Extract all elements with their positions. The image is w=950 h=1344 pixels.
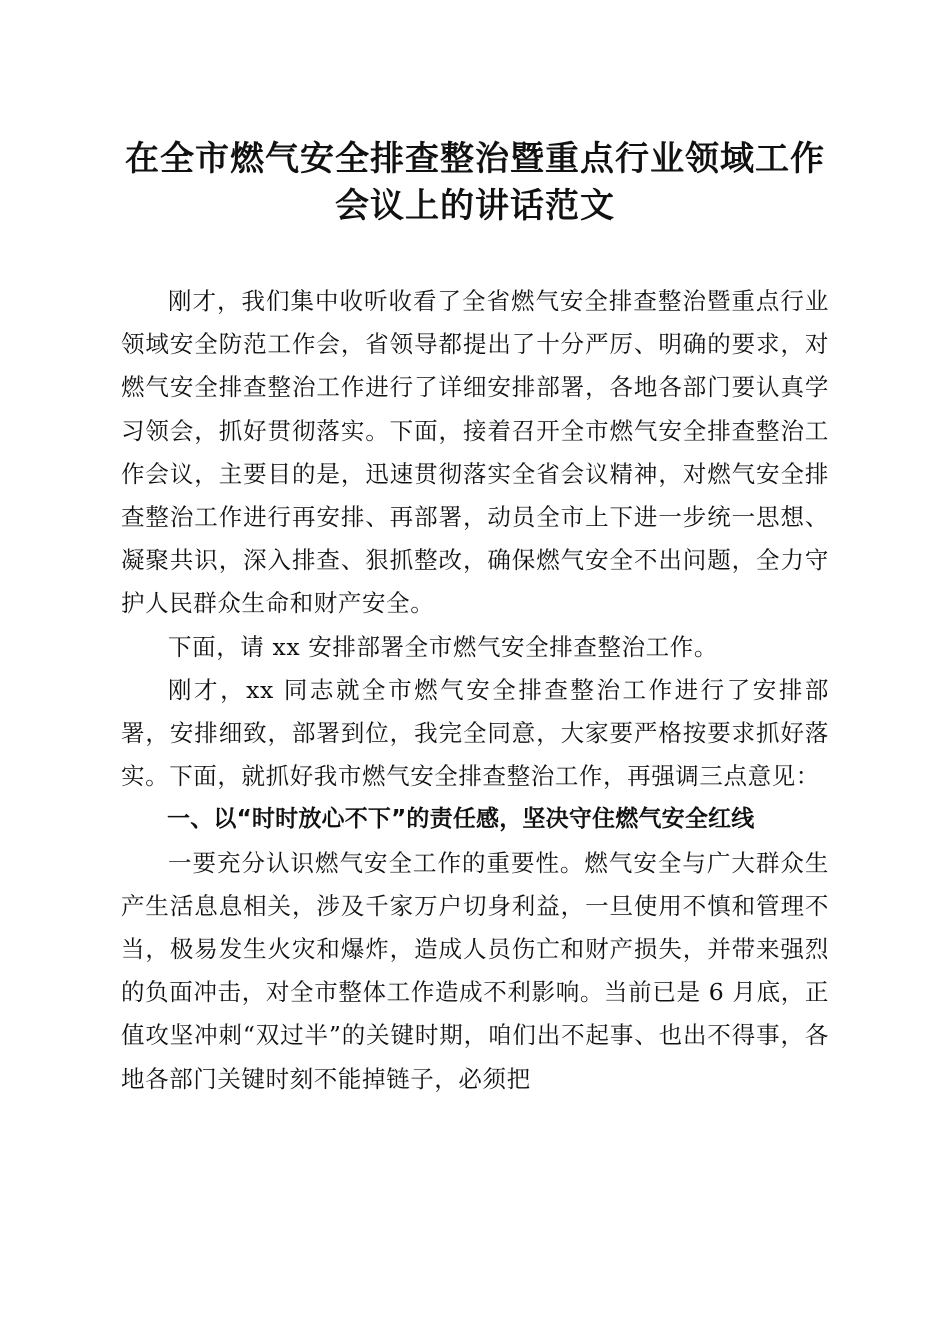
- paragraph-arrangement: 下面，请 xx 安排部署全市燃气安全排查整治工作。: [168, 632, 718, 661]
- section-1-heading: 一、以“时时放心不下”的责任感，坚决守住燃气安全红线: [167, 806, 755, 833]
- title-line-1: 在全市燃气安全排查整治暨重点行业领域工作: [125, 139, 825, 179]
- document-body: [121, 280, 829, 1101]
- section-1-paragraph: 一要充分认识燃气安全工作的重要性。燃气安全与广大群众生产生活息息相关，涉及千家万户切身利益，一旦使用不慎和管理不当，极易发生火灾和爆炸，造成人员伤亡和财产损失，并带来强烈的负面冲击，对全市整体工作造成不利影响。当前已是 6 月底，正值攻坚冲刺“双过半”的关键时期，咱们出不起事、也出不得事，各地各部门关键时刻不能掉链子，必须把: [121, 848, 829, 1093]
- document-title: [100, 136, 850, 230]
- paragraph-opinions-intro: 刚才，xx 同志就全市燃气安全排查整治工作进行了安排部署，安排细致，部署到位，我完全同意，大家要严格按要求抓好落实。下面，就抓好我市燃气安全排查整治工作，再强调三点意见：: [121, 675, 829, 791]
- title-line-2: 会议上的讲话范文: [335, 186, 615, 226]
- paragraph-opening: 刚才，我们集中收听收看了全省燃气安全排查整治暨重点行业领域安全防范工作会，省领导都提出了十分严厉、明确的要求，对燃气安全排查整治工作进行了详细安排部署，各地各部门要认真学习领会，抓好贯彻落实。下面，接着召开全市燃气安全排查整治工作会议，主要目的是，迅速贯彻落实全省会议精神，对燃气安全排查整治工作进行再安排、再部署，动员全市上下进一步统一思想、凝聚共识，深入排查、狠抓整改，确保燃气安全不出问题，全力守护人民群众生命和财产安全。: [121, 287, 829, 618]
